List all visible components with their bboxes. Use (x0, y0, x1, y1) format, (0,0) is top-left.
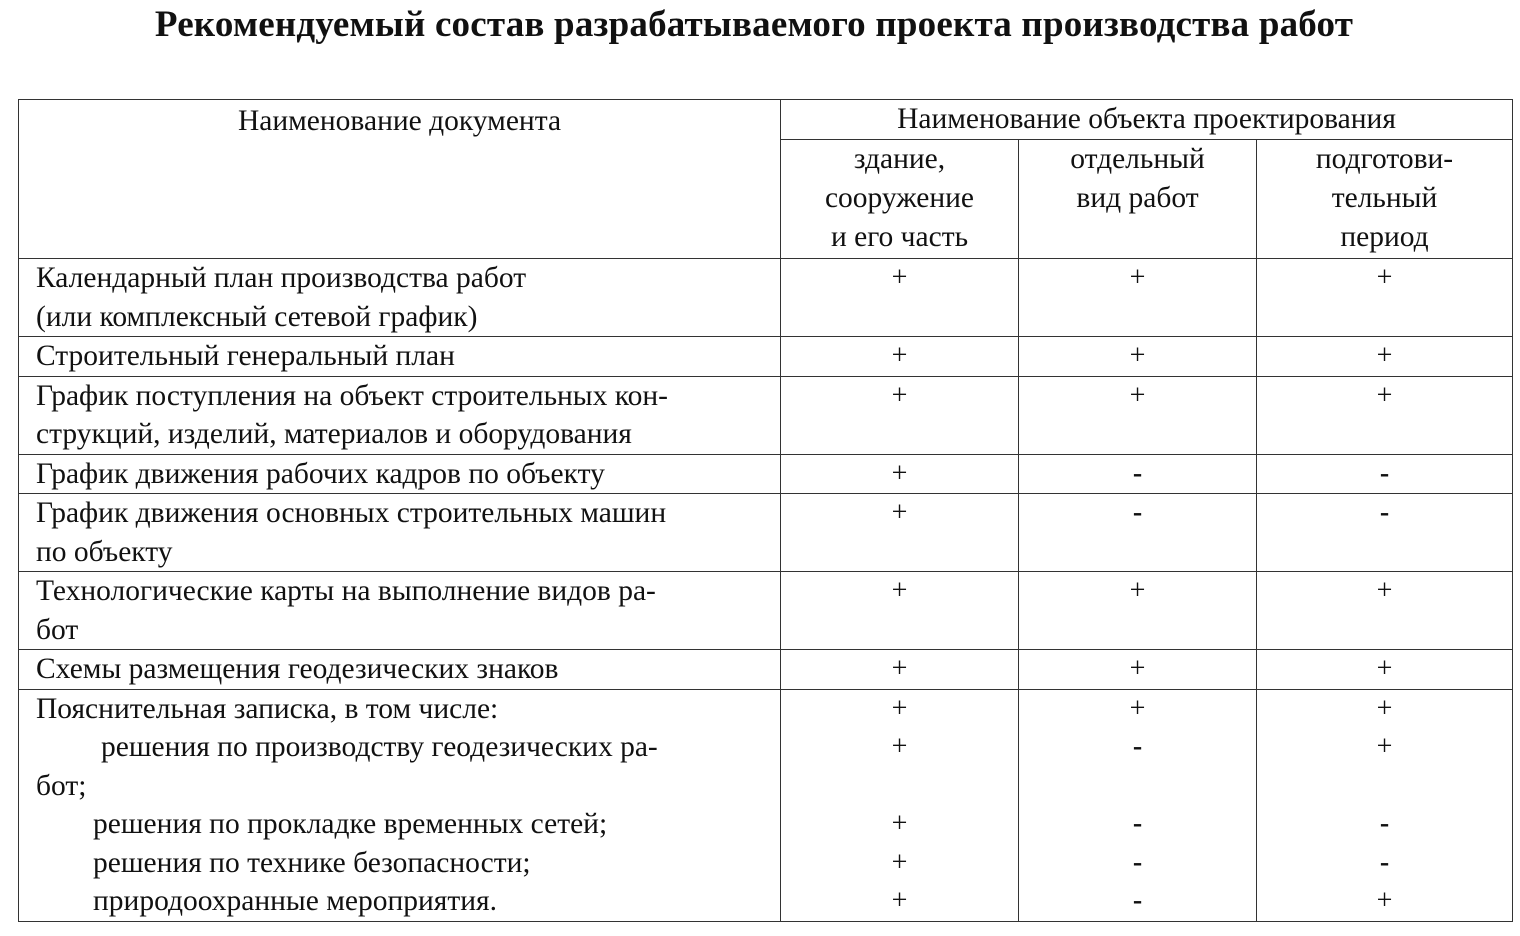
mark-cell (781, 494, 1019, 572)
mark: + (1376, 731, 1393, 762)
mark: + (1376, 379, 1393, 411)
mark: - (1379, 457, 1390, 489)
row-text-line: График поступления на объект строительных кон- (36, 379, 668, 412)
mark: + (891, 808, 908, 839)
mark: + (1376, 340, 1393, 371)
header-line: здание, (853, 142, 946, 175)
row-text-line: бот (36, 613, 79, 646)
mark: + (891, 457, 908, 489)
row-text-line: решения по производству геодезических ра- (101, 731, 658, 763)
row-text-line: График движения рабочих кадров по объекту (36, 457, 605, 490)
mark: + (891, 731, 908, 762)
mark: + (1376, 653, 1393, 684)
mark-cell (1019, 494, 1257, 572)
header-line: тельный (1331, 181, 1438, 214)
mark: + (1129, 379, 1146, 411)
mark: + (891, 379, 908, 411)
document-name-cell (19, 650, 781, 690)
document-name-cell (19, 259, 781, 337)
mark-cell (1257, 337, 1513, 377)
mark: + (1129, 575, 1146, 606)
row-text-line: Схемы размещения геодезических знаков (36, 653, 559, 685)
mark-cell (1257, 650, 1513, 690)
mark: + (891, 340, 908, 371)
mark: + (891, 653, 908, 684)
mark-cell (781, 376, 1019, 454)
mark-cell (1257, 454, 1513, 494)
mark (1257, 767, 1512, 806)
mark: + (891, 497, 908, 528)
header-document-name: Наименование документа (19, 100, 781, 259)
mark-cell (1019, 689, 1257, 921)
mark: - (1379, 808, 1390, 839)
row-text-line: Пояснительная записка, в том числе: (36, 692, 499, 725)
header-line: сооружение (824, 181, 975, 214)
mark: - (1132, 497, 1143, 528)
header-line: вид работ (1076, 181, 1199, 214)
row-text-line: Строительный генеральный план (36, 340, 455, 372)
row-text-line: Технологические карты на выполнение видов ра- (36, 575, 656, 607)
mark: + (891, 885, 908, 916)
mark-cell (1257, 572, 1513, 650)
table-row (19, 689, 1513, 921)
mark-cell (1257, 494, 1513, 572)
mark: - (1132, 885, 1143, 916)
mark: - (1379, 497, 1390, 528)
mark-cell (1019, 259, 1257, 337)
mark-cell (1019, 376, 1257, 454)
mark-cell (1257, 689, 1513, 921)
mark: + (891, 846, 908, 878)
mark-cell (1019, 337, 1257, 377)
mark-cell (1019, 572, 1257, 650)
mark: + (1129, 692, 1146, 724)
table-row (19, 650, 1513, 690)
row-text-line: струкций, изделий, материалов и оборудования (36, 418, 632, 450)
document-name-cell (19, 337, 781, 377)
mark-cell (781, 689, 1019, 921)
document-name-cell (19, 454, 781, 494)
table-row (19, 494, 1513, 572)
header-line: период (1340, 220, 1429, 253)
table-row (19, 337, 1513, 377)
mark: + (1129, 653, 1146, 684)
mark-cell (781, 650, 1019, 690)
document-name-cell (19, 376, 781, 454)
header-object-name: Наименование объекта проектирования (781, 100, 1513, 140)
mark: + (891, 692, 908, 724)
header-line: отдельный (1070, 142, 1205, 175)
header-line: и его часть (830, 220, 969, 253)
mark: + (891, 262, 908, 293)
header-line: подготови- (1315, 142, 1454, 175)
mark: - (1379, 846, 1390, 878)
mark-cell (1257, 376, 1513, 454)
header-col-work-type (1019, 139, 1257, 258)
mark (1019, 767, 1256, 806)
table-row (19, 259, 1513, 337)
mark: - (1132, 457, 1143, 489)
mark: + (1376, 575, 1393, 606)
row-text-line: по объекту (36, 535, 173, 568)
mark: + (1129, 340, 1146, 371)
row-text-line: решения по прокладке временных сетей; (93, 808, 608, 840)
row-text-line: решения по технике безопасности; (93, 846, 531, 879)
mark: - (1132, 731, 1143, 762)
mark-cell (1019, 454, 1257, 494)
table-row (19, 572, 1513, 650)
mark: - (1132, 808, 1143, 839)
mark: - (1132, 846, 1143, 878)
document-name-cell (19, 494, 781, 572)
mark-cell (1257, 259, 1513, 337)
ppr-composition-table (18, 99, 1513, 922)
mark: + (891, 575, 908, 606)
header-col-preparatory (1257, 139, 1513, 258)
row-text-line: Календарный план производства работ (36, 262, 527, 294)
document-name-cell (19, 689, 781, 921)
mark (781, 767, 1018, 806)
row-text-line: График движения основных строительных машин (36, 497, 667, 529)
mark-cell (781, 454, 1019, 494)
document-title: Рекомендуемый состав разрабатываемого проекта производства работ (154, 4, 1354, 45)
mark: + (1129, 262, 1146, 293)
mark-cell (781, 259, 1019, 337)
row-text-line: природоохранные мероприятия. (93, 885, 497, 917)
mark: + (1376, 885, 1393, 916)
mark-cell (781, 337, 1019, 377)
mark: + (1376, 692, 1393, 724)
header-col-building (781, 139, 1019, 258)
mark-cell (1019, 650, 1257, 690)
row-text-line: бот; (36, 769, 87, 802)
row-text-line: (или комплексный сетевой график) (36, 300, 478, 333)
mark-cell (781, 572, 1019, 650)
document-name-cell (19, 572, 781, 650)
table-row (19, 454, 1513, 494)
table-row (19, 376, 1513, 454)
mark: + (1376, 262, 1393, 293)
